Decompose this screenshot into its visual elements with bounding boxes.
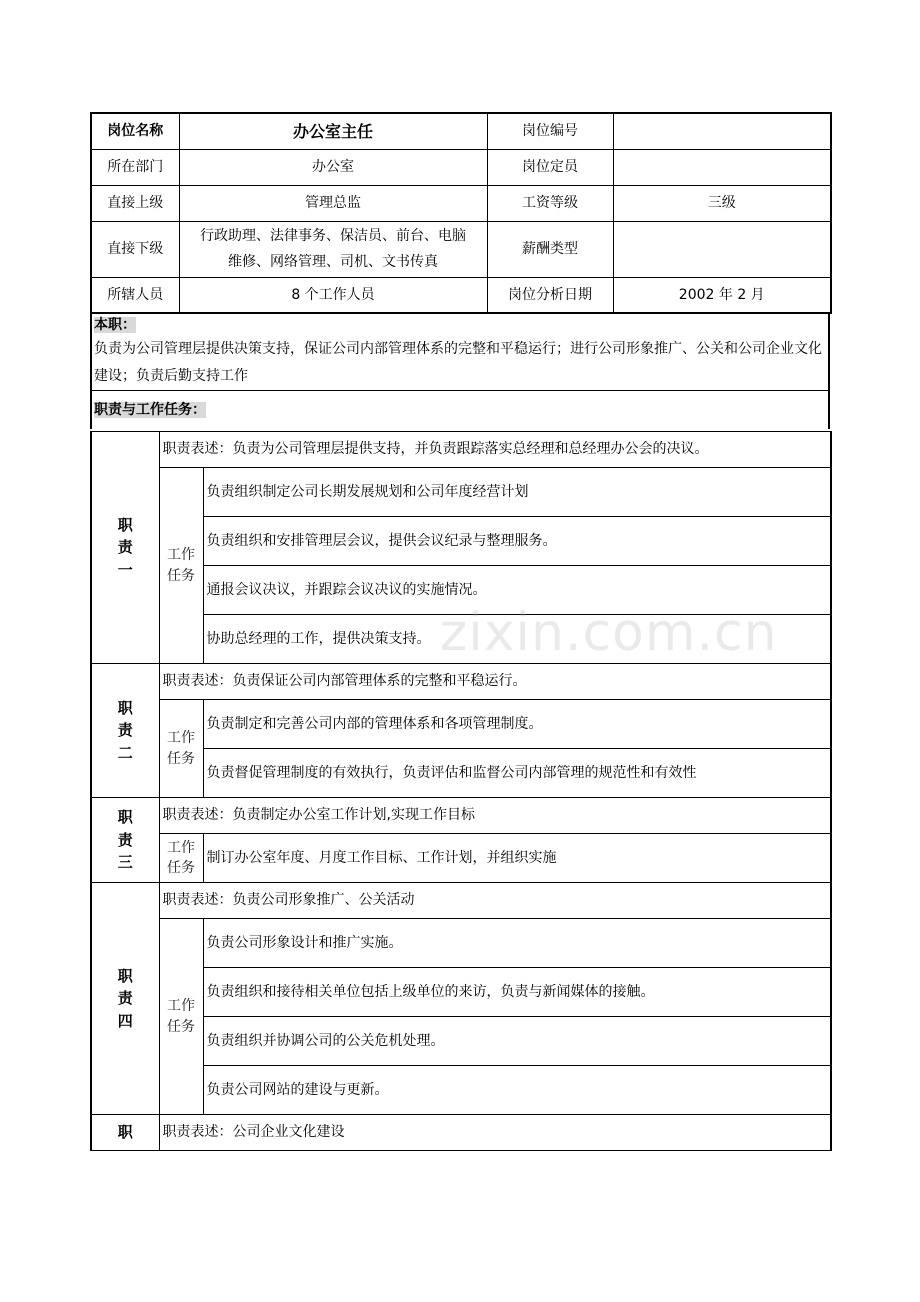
task-item: 制订办公室年度、月度工作目标、工作计划，并组织实施 xyxy=(203,834,831,883)
task-item: 负责公司形象设计和推广实施。 xyxy=(203,919,831,968)
duty-description xyxy=(159,883,831,919)
duty-description-label: 职责表述： xyxy=(162,673,233,690)
duty-heading-char: 一 xyxy=(117,560,133,579)
task-item: 负责公司网站的建设与更新。 xyxy=(203,1066,831,1115)
staff-label: 所辖人员 xyxy=(91,277,179,313)
duty-heading-char: 二 xyxy=(117,743,133,762)
duty-heading-char: 职 xyxy=(117,1123,133,1142)
duty-description-label: 职责表述： xyxy=(162,1124,233,1141)
duties-table xyxy=(90,431,832,1151)
duty-heading xyxy=(91,432,159,664)
work-task-label: 工作 任务 xyxy=(159,700,203,798)
position-name-value: 办公室主任 xyxy=(179,113,487,149)
duty-heading-char: 职 xyxy=(117,808,133,827)
task-item: 协助总经理的工作，提供决策支持。 xyxy=(203,615,831,664)
work-task-label: 工作 任务 xyxy=(159,919,203,1115)
task-item: 负责组织和接待相关单位包括上级单位的来访，负责与新闻媒体的接触。 xyxy=(203,968,831,1017)
subordinate-value xyxy=(179,221,487,277)
position-name-label: 岗位名称 xyxy=(91,113,179,149)
duty-row xyxy=(91,798,831,834)
duty-row xyxy=(91,1115,831,1151)
dept-label: 所在部门 xyxy=(91,149,179,185)
analysis-date-value: 2002 年 2 月 xyxy=(613,277,831,313)
work-task-label: 工作 任务 xyxy=(159,834,203,883)
task-item: 通报会议决议，并跟踪会议决议的实施情况。 xyxy=(203,566,831,615)
watermark: zixin.com.cn xyxy=(440,603,778,663)
subordinate-line-2: 维修、网络管理、司机、文书传真 xyxy=(228,254,438,270)
duty-row xyxy=(91,664,831,700)
duty-heading-char: 职 xyxy=(117,966,133,985)
grade-label: 工资等级 xyxy=(487,185,613,221)
duty-heading-char: 责 xyxy=(117,721,133,740)
duty-heading-char: 责 xyxy=(117,538,133,557)
work-task-label: 工作 任务 xyxy=(159,468,203,664)
duty-heading-char: 责 xyxy=(117,830,133,849)
subordinate-label: 直接下级 xyxy=(91,221,179,277)
task-row xyxy=(91,468,831,517)
duty-heading-char: 四 xyxy=(117,1011,133,1030)
task-item: 负责制定和完善公司内部的管理体系和各项管理制度。 xyxy=(203,700,831,749)
summary-text: 负责为公司管理层提供决策支持，保证公司内部管理体系的完整和平稳运行；进行公司形象推广、公关和公司企业文化建设；负责后勤支持工作 xyxy=(94,341,822,384)
quota-label: 岗位定员 xyxy=(487,149,613,185)
duty-description xyxy=(159,664,831,700)
task-row xyxy=(91,919,831,968)
pay-type-value xyxy=(613,221,831,277)
summary-section xyxy=(90,314,830,429)
task-row xyxy=(91,834,831,883)
duty-row xyxy=(91,883,831,919)
task-item: 负责组织和安排管理层会议，提供会议纪录与整理服务。 xyxy=(203,517,831,566)
duty-description-label: 职责表述： xyxy=(162,441,233,458)
task-row xyxy=(91,700,831,749)
task-item: 负责组织制定公司长期发展规划和公司年度经营计划 xyxy=(203,468,831,517)
duty-heading-char: 责 xyxy=(117,989,133,1008)
duty-description-text: 负责公司形象推广、公关活动 xyxy=(232,892,415,909)
position-no-label: 岗位编号 xyxy=(487,113,613,149)
summary-title xyxy=(91,314,829,336)
summary-title-text: 本职： xyxy=(94,316,136,333)
duty-heading xyxy=(91,664,159,798)
analysis-date-label: 岗位分析日期 xyxy=(487,277,613,313)
position-info-table xyxy=(90,112,832,314)
duty-row xyxy=(91,432,831,468)
duty-description-text: 公司企业文化建设 xyxy=(232,1124,345,1141)
duties-title-text: 职责与工作任务： xyxy=(94,401,206,418)
duty-heading-char: 职 xyxy=(117,515,133,534)
duty-description-text: 负责保证公司内部管理体系的完整和平稳运行。 xyxy=(232,673,527,690)
dept-value: 办公室 xyxy=(179,149,487,185)
staff-value: 8 个工作人员 xyxy=(179,277,487,313)
position-no-value xyxy=(613,113,831,149)
duty-description-label: 职责表述： xyxy=(162,807,233,824)
duties-title xyxy=(91,391,829,430)
quota-value xyxy=(613,149,831,185)
duty-heading xyxy=(91,883,159,1115)
duty-heading-char: 三 xyxy=(117,853,133,872)
duty-description-text: 负责制定办公室工作计划,实现工作目标 xyxy=(232,807,475,824)
duty-heading xyxy=(91,1115,159,1151)
duty-heading-char: 职 xyxy=(117,698,133,717)
duty-description xyxy=(159,432,831,468)
grade-value: 三级 xyxy=(613,185,831,221)
duty-description-label: 职责表述： xyxy=(162,892,233,909)
duty-description-text: 负责为公司管理层提供支持，并负责跟踪落实总经理和总经理办公会的决议。 xyxy=(232,441,709,458)
task-item: 负责督促管理制度的有效执行，负责评估和监督公司内部管理的规范性和有效性 xyxy=(203,749,831,798)
duty-description xyxy=(159,798,831,834)
duty-description xyxy=(159,1115,831,1151)
superior-label: 直接上级 xyxy=(91,185,179,221)
subordinate-line-1: 行政助理、法律事务、保洁员、前台、电脑 xyxy=(200,228,466,244)
task-item: 负责组织并协调公司的公关危机处理。 xyxy=(203,1017,831,1066)
duty-heading xyxy=(91,798,159,883)
pay-type-label: 薪酬类型 xyxy=(487,221,613,277)
superior-value: 管理总监 xyxy=(179,185,487,221)
